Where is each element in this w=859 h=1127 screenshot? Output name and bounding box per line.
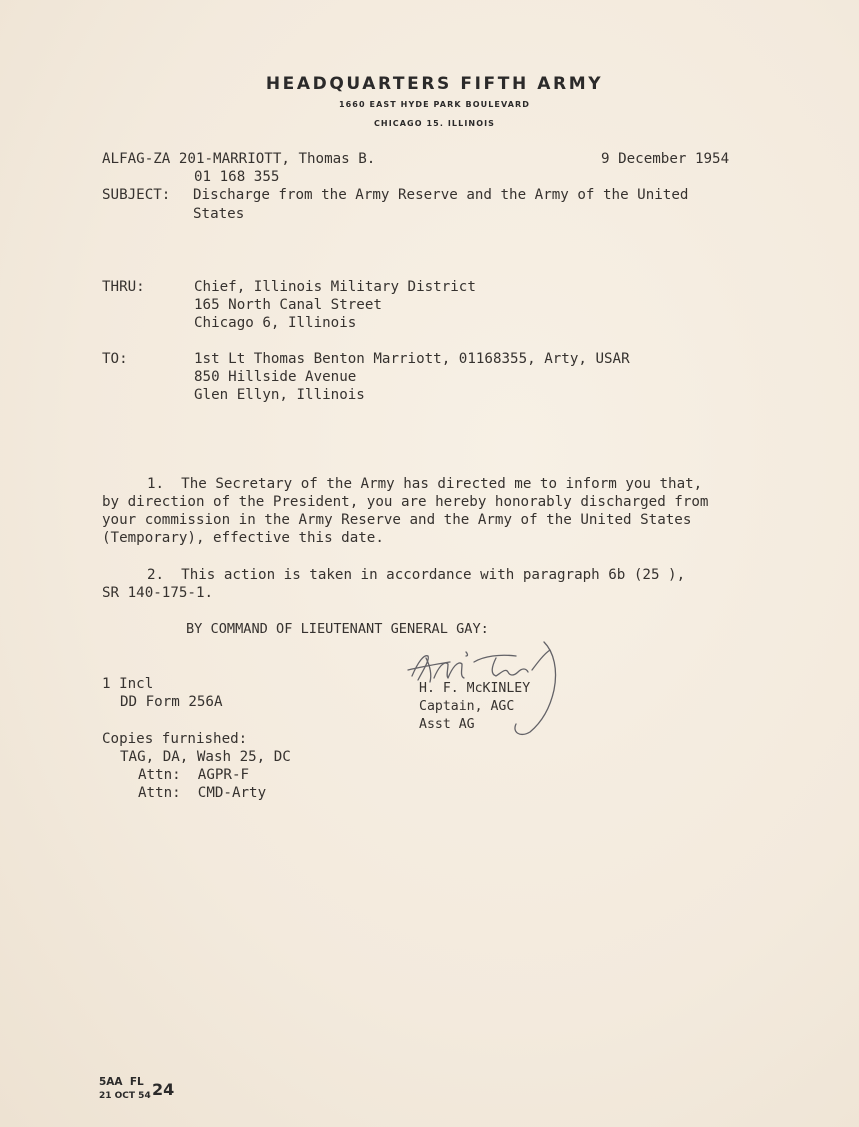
- subject-label: SUBJECT:: [102, 187, 171, 203]
- letterhead-title: HEADQUARTERS FIFTH ARMY: [265, 74, 604, 94]
- paragraph-2-line-2: SR 140-175-1.: [102, 585, 214, 601]
- thru-label: THRU:: [102, 279, 145, 295]
- thru-line-3: Chicago 6, Illinois: [194, 315, 357, 331]
- paragraph-1-line-3: your commission in the Army Reserve and the Army of the United States: [102, 512, 692, 528]
- service-number: 01 168 355: [194, 169, 280, 185]
- to-line-2: 850 Hillside Avenue: [194, 369, 357, 385]
- paragraph-1-line-1: 1. The Secretary of the Army has directed me to inform you that,: [147, 476, 703, 492]
- paragraph-2-line-1: 2. This action is taken in accordance with paragraph 6b (25 ),: [147, 567, 686, 583]
- copies-line-3: Attn: CMD-Arty: [138, 785, 267, 801]
- subject-line-2: States: [193, 206, 245, 222]
- file-reference: ALFAG-ZA 201-MARRIOTT, Thomas B.: [102, 151, 376, 167]
- thru-line-1: Chief, Illinois Military District: [194, 279, 476, 295]
- copies-label: Copies furnished:: [102, 731, 248, 747]
- to-line-3: Glen Ellyn, Illinois: [194, 387, 365, 403]
- letterhead-address-street: 1660 EAST HYDE PARK BOULEVARD: [338, 100, 531, 109]
- signatory-name: H. F. McKINLEY: [419, 681, 531, 696]
- file-stamp-code: 5AA FL: [99, 1076, 144, 1088]
- command-line: BY COMMAND OF LIEUTENANT GENERAL GAY:: [186, 621, 489, 637]
- paragraph-1-line-2: by direction of the President, you are hereby honorably discharged from: [102, 494, 709, 510]
- paragraph-1-line-4: (Temporary), effective this date.: [102, 530, 384, 546]
- copies-line-1: TAG, DA, Wash 25, DC: [120, 749, 291, 765]
- signatory-title: Asst AG: [419, 717, 475, 732]
- letter-date: 9 December 1954: [601, 151, 730, 167]
- letterhead-address-city: CHICAGO 15. ILLINOIS: [373, 119, 496, 128]
- to-label: TO:: [102, 351, 128, 367]
- enclosure-form: DD Form 256A: [120, 694, 223, 710]
- subject-line-1: Discharge from the Army Reserve and the Army of the United: [193, 187, 689, 203]
- to-line-1: 1st Lt Thomas Benton Marriott, 01168355, Arty, USAR: [194, 351, 630, 367]
- copies-line-2: Attn: AGPR-F: [138, 767, 250, 783]
- enclosure-count: 1 Incl: [102, 676, 154, 692]
- file-stamp-number: 24: [152, 1080, 175, 1099]
- signatory-rank: Captain, AGC: [419, 699, 515, 714]
- file-stamp-date: 21 OCT 54: [99, 1091, 151, 1101]
- thru-line-2: 165 North Canal Street: [194, 297, 382, 313]
